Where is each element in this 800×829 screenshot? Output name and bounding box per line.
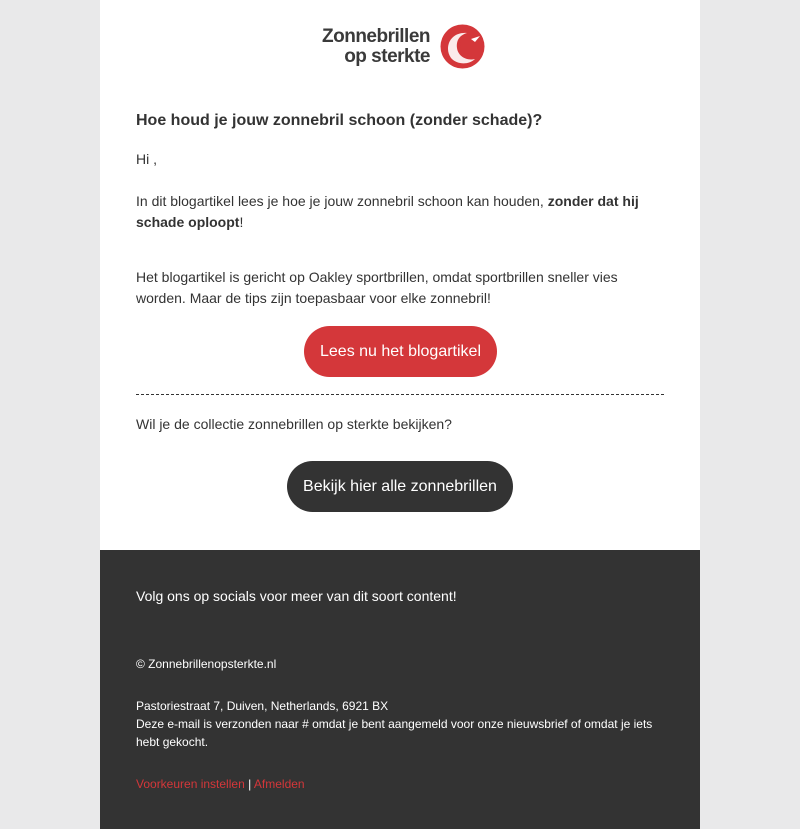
- email-footer: [100, 550, 700, 829]
- greeting: Hi ,: [136, 151, 157, 167]
- dashed-divider: [136, 394, 664, 395]
- intro-end: !: [239, 214, 244, 230]
- preferences-link[interactable]: Voorkeuren instellen: [136, 777, 245, 791]
- intro-paragraph: [136, 191, 664, 233]
- address-text: Pastoriestraat 7, Duiven, Netherlands, 6921 BX: [136, 699, 389, 713]
- link-separator: |: [248, 777, 252, 791]
- view-collection-button[interactable]: Bekijk hier alle zonnebrillen: [287, 461, 513, 512]
- unsubscribe-link[interactable]: Afmelden: [253, 777, 305, 791]
- collection-question: Wil je de collectie zonnebrillen op sterkte bekijken?: [136, 416, 452, 432]
- email-main: [100, 0, 700, 550]
- logo-line-1: Zonnebrillen: [322, 26, 430, 47]
- read-blog-button[interactable]: Lees nu het blogartikel: [304, 326, 497, 377]
- brand-logo[interactable]: [316, 22, 486, 70]
- socials-text: Volg ons op socials voor meer van dit soort content!: [136, 588, 457, 604]
- notice-text: Deze e-mail is verzonden naar # omdat je bent aangemeld voor onze nieuwsbrief of omdat je iets hebt gekocht.: [136, 717, 653, 749]
- email-container: [100, 0, 700, 829]
- footer-links: [136, 775, 305, 793]
- copyright-text: © Zonnebrillenopsterkte.nl: [136, 657, 277, 671]
- logo-line-2: op sterkte: [344, 46, 430, 67]
- logo-sun-icon: [440, 24, 485, 69]
- email-title: Hoe houd je jouw zonnebril schoon (zonder schade)?: [136, 112, 543, 129]
- footer-info: [136, 697, 664, 751]
- intro-bold: zonder dat hij schade oploopt: [136, 193, 639, 230]
- logo-text: [316, 27, 430, 67]
- body-paragraph: Het blogartikel is gericht op Oakley sportbrillen, omdat sportbrillen sneller vies worden. Maar de tips zijn toepasbaar voor elke zonnebril!: [136, 269, 618, 306]
- intro-text: In dit blogartikel lees je hoe je jouw zonnebril schoon kan houden,: [136, 193, 548, 209]
